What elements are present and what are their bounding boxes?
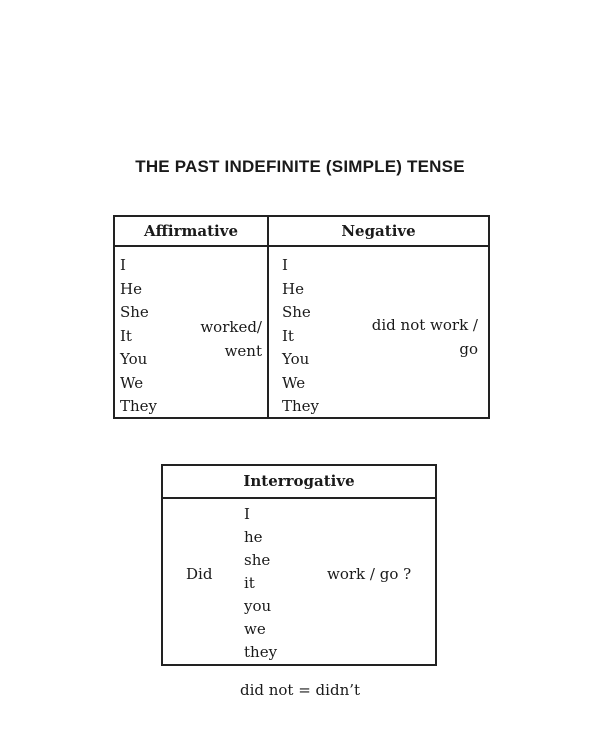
- negative-header: Negative: [341, 222, 416, 240]
- pronoun: You: [120, 350, 148, 368]
- pronoun: I: [244, 505, 250, 523]
- pronoun: It: [282, 326, 294, 345]
- affirmative-verb-line1: worked/: [200, 318, 262, 336]
- pronoun: He: [120, 279, 142, 298]
- pronoun: she: [244, 551, 271, 569]
- header-divider: [113, 245, 490, 247]
- pronoun: It: [120, 326, 132, 345]
- pronoun: They: [282, 397, 320, 415]
- column-divider: [267, 215, 269, 419]
- pronoun: You: [282, 350, 310, 368]
- pronoun: we: [244, 620, 266, 638]
- pronoun: She: [282, 303, 311, 321]
- interrogative-verb: work / go ?: [327, 565, 412, 583]
- affirmative-verb: [170, 316, 262, 363]
- pronoun: They: [120, 397, 158, 415]
- negative-verb-line2: go: [459, 339, 478, 358]
- negative-pronoun-list: [282, 254, 319, 419]
- interrogative-pronoun-list: [244, 503, 277, 664]
- negative-verb-line1: did not work /: [371, 316, 478, 334]
- interrogative-header: Interrogative: [243, 472, 355, 490]
- pronoun: We: [282, 373, 306, 392]
- pronoun: he: [244, 528, 263, 546]
- contraction-note: did not = didn’t: [239, 681, 361, 699]
- header-divider: [161, 497, 437, 499]
- page-title: THE PAST INDEFINITE (SIMPLE) TENSE: [135, 157, 465, 176]
- pronoun: it: [244, 574, 255, 592]
- pronoun: We: [120, 373, 144, 392]
- negative-verb: [336, 314, 478, 361]
- pronoun: He: [282, 279, 304, 298]
- pronoun: I: [282, 256, 288, 274]
- pronoun: they: [244, 643, 278, 661]
- affirmative-header: Affirmative: [143, 222, 239, 240]
- interrogative-auxiliary: Did: [186, 565, 213, 583]
- pronoun: She: [120, 303, 149, 321]
- pronoun: I: [120, 256, 126, 274]
- affirmative-pronoun-list: [120, 254, 157, 419]
- affirmative-verb-line2: went: [224, 341, 262, 360]
- pronoun: you: [244, 597, 272, 615]
